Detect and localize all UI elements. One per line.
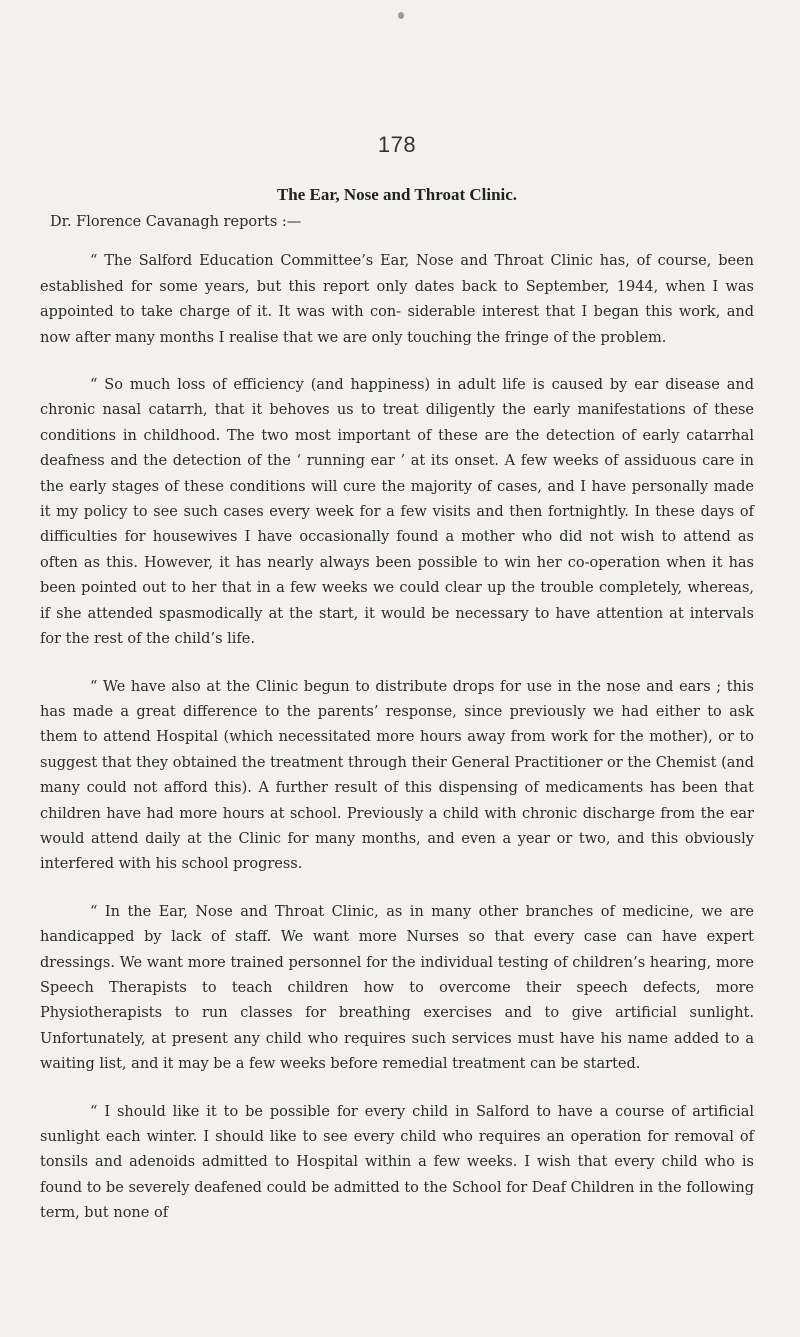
reports-line: Dr. Florence Cavanagh reports :— [50,214,302,230]
paragraph-4: “ In the Ear, Nose and Throat Clinic, as in many other branches of medicine, we are handicapped by lack of staff. We want more Nurses so that every case can have expert dressings. We want more trained personnel for the individual testing of children’s hearing, more Speech Therapists to teach children how to overcome their speech defects, more Physiotherapists to run classes for breathing exercises and to give artificial sunlight. Unfortunately, at present any child who requires such services must have his name added to a waiting list, and it may be a few weeks before remedial treatment can be started. [40,903,754,1073]
body-text [40,210,754,1249]
paragraph-1: “ The Salford Education Committee’s Ear, Nose and Throat Clinic has, of course, been established for some years, but this report only dates back to September, 1944, when I was appointed to take charge of it. It was with con- siderable interest that I began this work, and now after many months I realise that we are only touching the fringe of the problem. [40,253,754,346]
page-number: 178 [377,132,417,157]
document-page [40,0,754,1337]
paragraph-3: “ We have also at the Clinic begun to distribute drops for use in the nose and ears ; this has made a great difference to the parents’ response, since previously we had either to ask them to attend Hospital (which necessitated more hours away from work for the mother), or to suggest that they obtained the treatment through their General Practitioner or the Chemist (and many could not afford this). A further result of this dispensing of medicaments has been that children have had more hours at school. Previously a child with chronic discharge from the ear would attend daily at the Clinic for many months, and even a year or two, and this obviously interfered with his school progress. [40,678,754,873]
paragraph-5: “ I should like it to be possible for every child in Salford to have a course of artificial sunlight each winter. I should like to see every child who requires an operation for removal of tonsils and adenoids admitted to Hospital within a few weeks. I wish that every child who is found to be severely deafened could be admitted to the School for Deaf Children in the following term, but none of [40,1103,754,1222]
paragraph-2: “ So much loss of efficiency (and happiness) in adult life is caused by ear disease and chronic nasal catarrh, that it behoves us to treat diligently the early manifestations of these conditions in childhood. The two most important of these are the detection of early catarrhal deafness and the detection of the ‘ running ear ’ at its onset. A few weeks of assiduous care in the early stages of these conditions will cure the majority of cases, and I have personally made it my policy to see such cases every week for a few visits and then fortnightly. In these days of difficulties for housewives I have occasionally found a mother who did not wish to attend as often as this. However, it has nearly always been possible to win her co-operation when it has been pointed out to her that in a few weeks we could clear up the trouble completely, whereas, if she attended spasmodically at the start, it would be necessary to have attention at intervals for the rest of the child’s life. [40,377,754,648]
section-title: The Ear, Nose and Throat Clinic. [276,185,518,204]
